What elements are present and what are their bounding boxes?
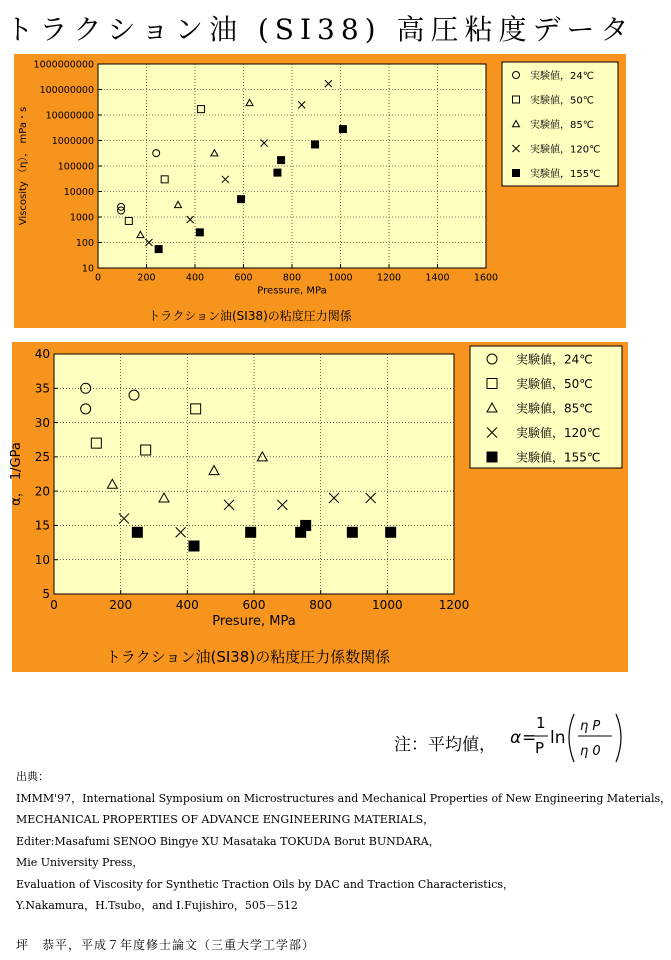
formula-eta-0: η 0	[580, 744, 601, 759]
y-tick-label: 10	[34, 552, 50, 567]
x-tick-label: 1400	[425, 272, 450, 284]
source-line: MECHANICAL PROPERTIES OF ADVANCE ENGINEERING MATERIALS，	[16, 813, 435, 826]
legend-marker	[487, 452, 497, 462]
source-citation	[16, 766, 671, 917]
data-point-series-5	[189, 541, 199, 551]
y-tick-label: 20	[34, 484, 50, 499]
y-tick-label: 1000	[69, 212, 94, 224]
legend-marker	[513, 170, 520, 177]
note-label: 注：平均値，	[394, 735, 496, 755]
legend-label: 実験値，50℃	[530, 95, 594, 107]
y-tick-label: 1000000	[51, 135, 94, 147]
alpha-formula	[508, 708, 630, 768]
legend-label: 実験値，85℃	[516, 401, 593, 416]
x-tick-label: 0	[94, 272, 102, 284]
data-point-series-5	[312, 141, 319, 148]
viscosity-chart-panel	[14, 54, 626, 328]
y-tick-label: 30	[34, 415, 50, 430]
data-point-series-5	[196, 229, 203, 236]
formula-denominator: P	[535, 739, 545, 757]
y-tick-label: 1000000000	[33, 59, 94, 71]
x-tick-label: 800	[309, 598, 333, 612]
formula-equals: =	[522, 728, 537, 748]
x-axis-label: Pressure, MPa	[257, 285, 327, 297]
legend-label: 実験値，120℃	[530, 144, 601, 156]
data-point-series-5	[238, 196, 245, 203]
pressure-coefficient-chart-panel	[9, 342, 628, 672]
y-tick-label: 10000	[63, 186, 94, 198]
source-line: Y.Nakamura，H.Tsubo，and I.Fujishiro，505－512	[16, 899, 298, 912]
formula-ln: ln	[550, 728, 566, 748]
formula-right-paren	[616, 714, 621, 762]
data-point-series-5	[386, 527, 396, 537]
x-tick-label: 800	[282, 272, 302, 284]
x-axis-label: Presure, MPa	[212, 614, 296, 629]
legend-label: 実験値，155℃	[516, 450, 601, 465]
x-tick-label: 200	[137, 272, 156, 284]
x-tick-label: 1000	[328, 272, 353, 284]
data-point-series-5	[339, 126, 346, 133]
legend-label: 実験値，24℃	[530, 70, 594, 82]
data-point-series-5	[347, 527, 357, 537]
y-tick-label: 10	[81, 263, 94, 275]
data-point-series-5	[246, 527, 256, 537]
legend-label: 実験値，155℃	[530, 168, 601, 180]
x-tick-label: 1600	[473, 272, 499, 284]
chart-title: トラクション油(SI38)の粘度圧力係数関係	[105, 648, 391, 666]
x-tick-label: 0	[50, 598, 58, 612]
data-point-series-5	[301, 520, 311, 530]
formula-numerator: 1	[536, 714, 546, 732]
formula-left-paren	[569, 714, 574, 762]
formula-note	[380, 708, 630, 768]
x-tick-label: 200	[109, 598, 133, 612]
legend-label: 実験値，85℃	[530, 119, 594, 131]
chart-title: トラクション油(SI38)の粘度圧力関係	[148, 309, 352, 323]
y-axis-label: Viscosity （η）， mPa・s	[18, 106, 29, 226]
source-line: Editer:Masafumi SENOO Bingye XU Masataka TOKUDA Borut BUNDARA，	[16, 834, 440, 848]
data-point-series-5	[155, 246, 162, 253]
y-tick-label: 35	[34, 381, 50, 396]
y-tick-label: 10000000	[45, 110, 94, 122]
source-line: Mie University Press，	[16, 856, 144, 869]
x-tick-label: 600	[242, 598, 266, 612]
legend-label: 実験値，50℃	[516, 377, 593, 392]
formula-alpha: α	[510, 728, 522, 748]
y-axis-label: α， 1/GPa	[9, 442, 24, 506]
page-title: トラクション油 (SI38) 高圧粘度データ	[5, 13, 635, 46]
y-tick-label: 5	[42, 587, 50, 602]
thesis-footer: 坪 恭平，平成７年度修士論文（三重大学工学部）	[16, 938, 316, 952]
source-line: IMMM'97，International Symposium on Microstructures and Mechanical Properties of New Engineering Materials，	[16, 791, 671, 805]
x-tick-label: 1000	[372, 598, 403, 612]
y-tick-label: 100000000	[39, 84, 94, 96]
source-line: Evaluation of Viscosity for Synthetic Traction Oils by DAC and Traction Characteristics，	[16, 877, 515, 891]
x-tick-label: 400	[175, 598, 199, 612]
x-tick-label: 1200	[438, 598, 470, 612]
y-tick-label: 25	[34, 450, 50, 465]
y-tick-label: 100000	[57, 161, 94, 173]
data-point-series-5	[278, 157, 285, 164]
data-point-series-5	[274, 169, 281, 176]
viscosity-chart	[14, 54, 626, 328]
legend-label: 実験値，24℃	[516, 352, 593, 367]
y-tick-label: 15	[34, 518, 50, 533]
x-tick-label: 400	[185, 272, 205, 284]
pressure-coefficient-chart	[9, 342, 628, 672]
y-tick-label: 100	[75, 237, 94, 249]
x-tick-label: 1200	[376, 272, 402, 284]
formula-eta-p: η P	[580, 719, 601, 734]
x-tick-label: 600	[234, 272, 253, 284]
source-heading: 出典：	[16, 770, 49, 783]
y-tick-label: 40	[34, 347, 50, 362]
legend-label: 実験値，120℃	[516, 426, 601, 441]
data-point-series-5	[132, 527, 142, 537]
